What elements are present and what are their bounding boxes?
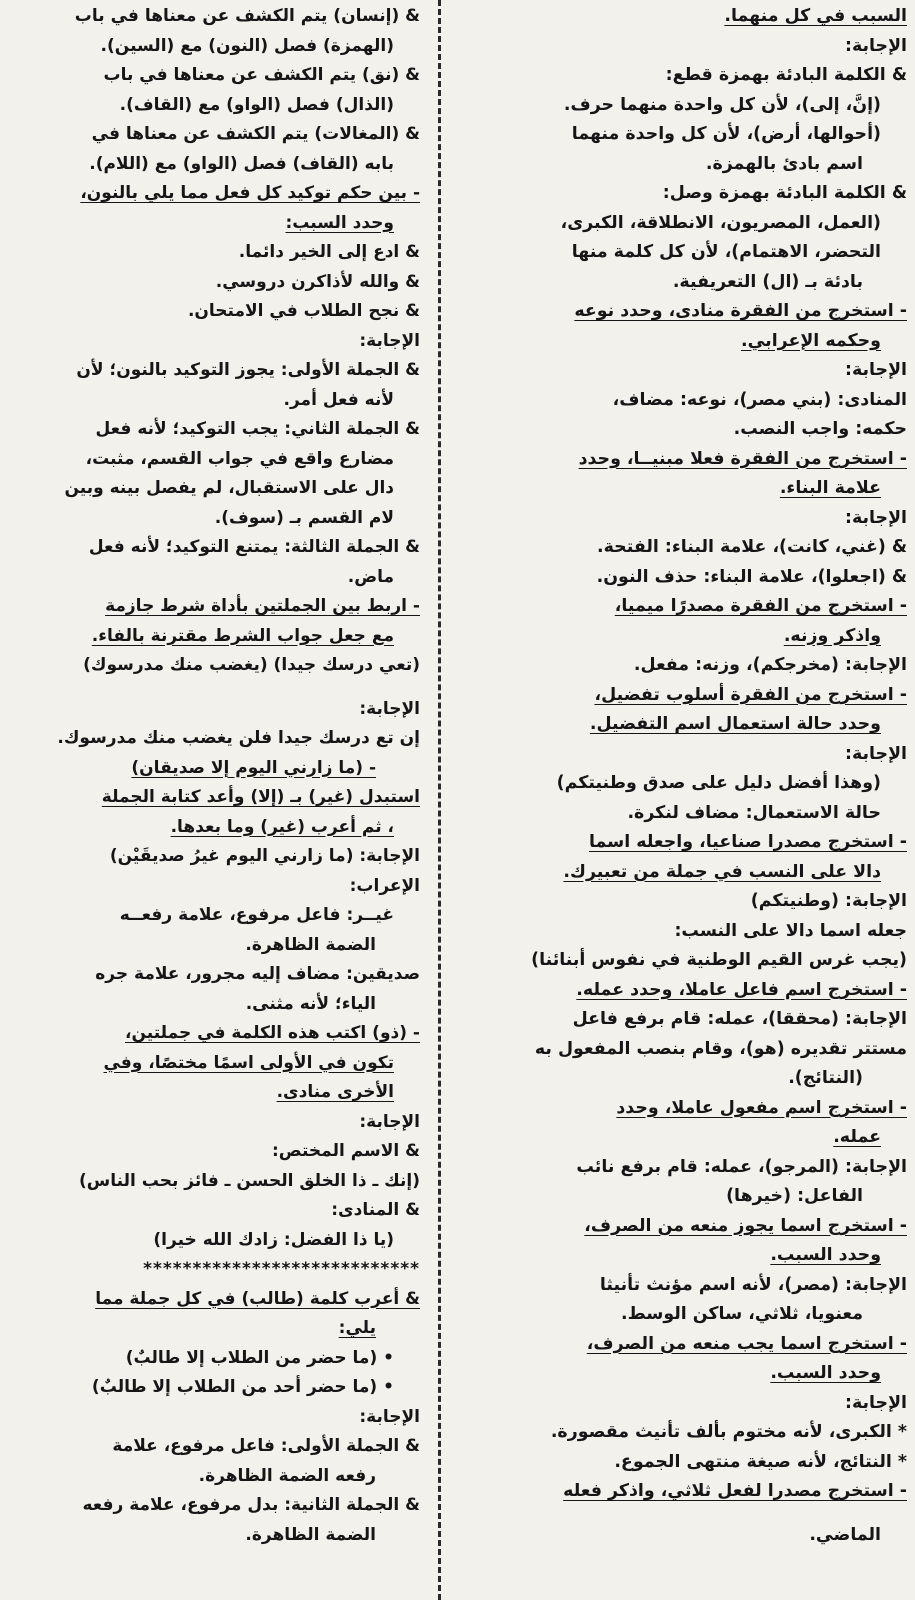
question-line: الأخرى منادى. [276,1082,394,1102]
text-line: المنادى: (بني مصر)، نوعه: مضاف، [612,389,907,410]
answer-heading: الإجابة: [844,743,907,764]
question-line: - (ذو) اكتب هذه الكلمة في جملتين، [125,1023,420,1043]
text-line: (يجب غرس القيم الوطنية في نفوس أبنائنا) [531,950,907,970]
text-line: دال على الاستقبال، لم يفصل بينه وبين [64,478,394,498]
text-line: السبب في كل منهما. [724,6,907,26]
text-line: (وهذا أفضل دليل على صدق وطنيتكم) [556,773,881,793]
text-line: (إنك ـ ذا الخلق الحسن ـ فائز بحب الناس) [79,1170,420,1191]
text-line: اسم بادئ بالهمزة. [705,153,863,174]
text-line: الإجابة: (محققا)، عمله: قام برفع فاعل [572,1009,907,1029]
text-line: & (المغالات) يتم الكشف عن معناها في [91,124,420,144]
text-line: الإجابة: (وطنيتكم) [750,891,907,911]
text-line: & (غني، كانت)، علامة البناء: الفتحة. [597,537,907,557]
text-line: حالة الاستعمال: مضاف لنكرة. [627,802,881,823]
answer-heading: الإجابة: [359,1406,420,1427]
text-line: (تعي درسك جيدا) (يغضب منك مدرسوك) [83,655,420,675]
question-line: علامة البناء. [779,478,881,498]
text-line: * النتائج، لأنه صيغة منتهى الجموع. [614,1451,907,1472]
text-line: & المنادى: [331,1200,420,1220]
question-line: - استخرج مصدرا لفعل ثلاثي، واذكر فعله [563,1481,907,1501]
question-line: - استخرج اسما يجوز منعه من الصرف، [584,1215,907,1236]
text-line: مستتر تقديره (هو)، وقام بنصب المفعول به [534,1038,907,1059]
question-line: عمله. [833,1127,881,1147]
text-line: ماض. [347,566,394,587]
text-line: بادئة بـ (ال) التعريفية. [672,271,863,292]
question-line: دالا على النسب في جملة من تعبيرك. [563,861,881,882]
text-line: (الذال) فصل (الواو) مع (القاف). [119,94,394,115]
left-column [0,0,432,1600]
question-line: - استخرج من الفقرة أسلوب تفضيل، [594,684,907,705]
question-line: & أعرب كلمة (طالب) في كل جملة مما [95,1288,420,1309]
text-line: الضمة الظاهرة. [245,1524,376,1545]
question-line: وحدد السبب: [285,212,394,233]
text-line: الماضي. [809,1524,881,1545]
text-line: * الكبرى، لأنه مختوم بألف تأنيث مقصورة. [550,1422,907,1442]
text-line: لأنه فعل أمر. [283,389,394,410]
question-line: واذكر وزنه. [783,625,881,646]
text-line: (الهمزة) فصل (النون) مع (السين). [100,35,394,56]
question-line: وحكمه الإعرابي. [740,330,881,351]
text-line: & والله لأذاكرن دروسي. [215,271,420,292]
spacer [6,681,420,695]
question-line: - استخرج من الفقرة فعلا مبنيــا، وحدد [578,448,907,469]
separator-stars: **************************** [143,1259,420,1279]
question-line: - استخرج من الفقرة مصدرًا ميميا، [614,596,907,616]
right-column [464,0,915,1600]
answer-heading: الإجابة: [844,35,907,56]
text-line: & الجملة الأولى: فاعل مرفوع، علامة [112,1436,420,1456]
text-line: الياء؛ لأنه مثنى. [245,993,376,1014]
answer-heading: الإجابة: [844,507,907,528]
text-line: الفاعل: (خيرها) [726,1186,863,1206]
question-line: - بين حكم توكيد كل فعل مما يلي بالنون، [80,183,420,203]
text-line: حكمه: واجب النصب. [733,419,907,439]
answer-heading: الإجابة: [844,360,907,380]
text-line: & الجملة الأولى: يجوز التوكيد بالنون؛ لأن [76,360,420,380]
answer-heading: الإجابة: [359,330,420,351]
answer-heading: الإجابة: [844,1392,907,1413]
text-line: غيــر: فاعل مرفوع، علامة رفعــه [119,905,394,925]
question-line: - استخرج مصدرا صناعيا، واجعله اسما [588,832,907,852]
text-line: & الجملة الثالثة: يمتنع التوكيد؛ لأنه فعل [88,537,420,557]
text-line: معنويا، ثلاثي، ساكن الوسط. [621,1304,863,1324]
text-line: & الاسم المختص: [272,1141,420,1161]
text-line: (يا ذا الفضل: زادك الله خيرا) [153,1229,394,1250]
question-line: - استخرج اسما يجب منعه من الصرف، [586,1333,907,1354]
question-line: - اربط بين الجملتين بأداة شرط جازمة [105,596,420,616]
text-line: التحضر، الاهتمام)، لأن كل كلمة منها [571,242,881,262]
text-line: لام القسم بـ (سوف). [214,507,394,528]
text-line: (أحوالها، أرض)، لأن كل واحدة منهما [571,124,881,144]
text-line: (إنَّ، إلى)، لأن كل واحدة منهما حرف. [563,94,881,115]
text-line: & الكلمة البادئة بهمزة وصل: [662,183,907,203]
text-line: إن تع درسك جيدا فلن يغضب منك مدرسوك. [57,728,420,748]
list-item: • (ما حضر أحد من الطلاب إلا طالبٌ) [91,1377,394,1397]
question-line: استبدل (غير) بـ (إلا) وأعد كتابة الجملة [101,787,420,807]
question-line: - استخرج اسم مفعول عاملا، وحدد [616,1097,907,1118]
text-line: & (اجعلوا)، علامة البناء: حذف النون. [596,566,907,587]
text-line: & ادع إلى الخير دائما. [238,242,420,262]
text-line: الإجابة: (مخرجكم)، وزنه: مفعل. [633,655,907,675]
question-line: وحدد السبب. [770,1363,881,1383]
question-line: - استخرج اسم فاعل عاملا، وحدد عمله. [576,979,907,1000]
text-line: رفعه الضمة الظاهرة. [198,1465,376,1486]
question-line: تكون في الأولى اسمًا مختصًا، وفي [103,1052,394,1073]
question-line: وحدد السبب. [770,1245,881,1265]
text-line: & الكلمة البادئة بهمزة قطع: [665,65,907,85]
text-line: جعله اسما دالا على النسب: [674,920,907,941]
answer-heading: الإجابة: [359,698,420,719]
text-line: الإجابة: (ما زارني اليوم غيرُ صديقَيْن) [109,846,420,866]
text-line: (العمل، المصريون، الانطلاقة، الكبرى، [560,212,881,233]
text-line: & (نق) يتم الكشف عن معناها في باب [103,65,420,85]
question-line: - استخرج من الفقرة منادى، وحدد نوعه [574,301,907,321]
text-line: الإجابة: (المرجو)، عمله: قام برفع نائب [576,1156,907,1177]
text-line: & الجملة الثاني: يجب التوكيد؛ لأنه فعل [95,419,420,439]
text-line: الضمة الظاهرة. [245,934,376,955]
spacer [476,1507,907,1521]
question-line: ، ثم أعرب (غير) وما بعدها. [170,816,394,837]
question-line: - (ما زارني اليوم إلا صديقان) [131,757,376,778]
text-line: بابه (القاف) فصل (الواو) مع (اللام). [89,153,394,174]
text-line: & نجح الطلاب في الامتحان. [187,301,420,321]
text-line: صديقين: مضاف إليه مجرور، علامة جره [95,964,420,984]
list-item: • (ما حضر من الطلاب إلا طالبٌ) [125,1347,394,1368]
answer-heading: الإجابة: [359,1111,420,1132]
text-line: & (إنسان) يتم الكشف عن معناها في باب [74,6,420,26]
question-line: مع جعل جواب الشرط مقترنة بالفاء. [91,625,394,646]
question-line: يلي: [338,1318,376,1338]
text-line: الإجابة: (مصر)، لأنه اسم مؤنث تأنيثا [599,1274,907,1295]
column-divider [438,0,441,1600]
text-line: الإعراب: [349,875,420,896]
text-line: & الجملة الثانية: بدل مرفوع، علامة رفعه [82,1495,420,1515]
text-line: (النتائج). [788,1068,863,1088]
text-line: مضارع واقع في جواب القسم، مثبت، [85,448,394,469]
question-line: وحدد حالة استعمال اسم التفضيل. [589,714,881,734]
